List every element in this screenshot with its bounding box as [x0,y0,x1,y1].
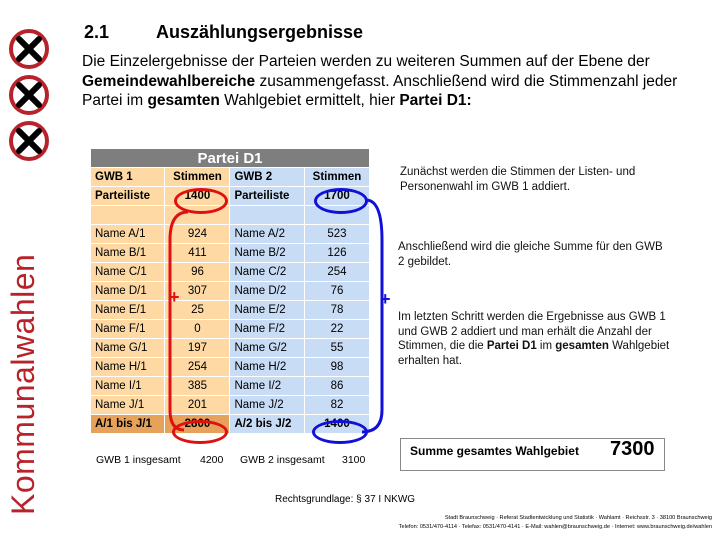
table-row [91,320,370,339]
candidate-votes-gwb1: 0 [165,320,230,339]
ballot-cross-icon [8,120,50,162]
note-bold: gesamten [555,340,609,352]
sidebar [0,0,62,540]
candidate-name-gwb2: Name J/2 [230,396,304,415]
table-row [91,301,370,320]
list-label: Parteiliste [91,187,165,206]
candidate-votes-gwb2: 126 [304,244,369,263]
ballot-cross-icon [8,74,50,116]
gwb1-list-highlight [174,188,228,214]
col-header: GWB 1 [91,168,165,187]
note-step-3 [398,310,688,368]
candidate-votes-gwb1: 197 [165,339,230,358]
table-header-row [91,168,370,187]
gwb1-total-label: GWB 1 insgesamt [96,454,181,466]
sum-value: 1400 [304,415,369,434]
intro-bold: gesamten [147,92,220,109]
intro-paragraph [82,52,702,111]
vertical-title: Kommunalwahlen [5,253,41,515]
footer-line-1: Stadt Braunschweig · Referat Stadtentwicklung und Statistik · Wahlamt · Reichsstr. 3 · 38100 Braunschweig [444,515,712,521]
note-bold: Partei D1 [486,340,537,352]
candidate-votes-gwb2: 98 [304,358,369,377]
candidate-votes-gwb2: 523 [304,225,369,244]
sum-value: 2800 [165,415,230,434]
intro-bold: Gemeindewahlbereiche [82,72,256,90]
plus-icon: + [169,287,180,307]
section-number: 2.1 [84,22,110,42]
gwb1-total-value: 4200 [200,454,224,466]
intro-text: Die Einzelergebnisse der Parteien werden zu weiteren Summen auf der Ebene der [82,53,650,70]
gwb2-sum-highlight [312,420,368,444]
gwb2-total-value: 3100 [342,454,366,466]
candidate-name-gwb1: Name F/1 [91,320,165,339]
candidate-name-gwb1: Name B/1 [91,244,165,263]
candidate-name-gwb2: Name G/2 [230,339,304,358]
candidate-name-gwb1: Name H/1 [91,358,165,377]
candidate-name-gwb1: Name E/1 [91,301,165,320]
table-row [91,358,370,377]
list-label: Parteiliste [230,187,304,206]
candidate-name-gwb2: Name A/2 [230,225,304,244]
section-heading [84,22,363,43]
candidate-votes-gwb2: 76 [304,282,369,301]
candidate-name-gwb2: Name E/2 [230,301,304,320]
table-row [91,377,370,396]
gwb1-sum-highlight [172,420,228,444]
note-text: Im letzten Schritt werden die Ergebnisse aus GWB 1 und GWB 2 addiert und man erhält die Anzahl der Stimmen, die die [398,311,666,352]
candidate-name-gwb1: Name I/1 [91,377,165,396]
list-value: 1700 [304,187,369,206]
candidate-votes-gwb1: 385 [165,377,230,396]
intro-text: zusammengefasst. Anschließend wird die Stimmenzahl jeder Partei im [82,72,678,109]
table-row [91,282,370,301]
candidate-name-gwb1: Name J/1 [91,396,165,415]
candidate-name-gwb2: Name H/2 [230,358,304,377]
summary-value: 7300 [610,438,655,460]
col-header: GWB 2 [230,168,304,187]
candidate-rows [91,225,370,415]
candidate-votes-gwb1: 411 [165,244,230,263]
table-row [91,339,370,358]
sum-label: A/1 bis J/1 [91,415,165,434]
sum-label: A/2 bis J/2 [230,415,304,434]
candidate-name-gwb1: Name A/1 [91,225,165,244]
table-title: Partei D1 [91,149,370,168]
candidate-votes-gwb2: 78 [304,301,369,320]
candidate-votes-gwb1: 96 [165,263,230,282]
candidate-votes-gwb2: 254 [304,263,369,282]
table-row [91,263,370,282]
legal-basis: Rechtsgrundlage: § 37 I NKWG [275,494,416,505]
candidate-name-gwb2: Name F/2 [230,320,304,339]
intro-bold: Partei D1: [399,92,472,109]
table-row [91,396,370,415]
candidate-votes-gwb2: 22 [304,320,369,339]
note-step-2: Anschließend wird die gleiche Summe für den GWB 2 gebildet. [398,241,663,268]
col-header: Stimmen [165,168,230,187]
candidate-name-gwb2: Name C/2 [230,263,304,282]
candidate-name-gwb1: Name D/1 [91,282,165,301]
candidate-votes-gwb1: 201 [165,396,230,415]
table-title-row [91,149,370,168]
list-value: 1400 [165,187,230,206]
gwb2-list-highlight [314,188,368,214]
section-title: Auszählungsergebnisse [156,22,364,42]
candidate-votes-gwb2: 86 [304,377,369,396]
note-text: Wahlgebiet erhalten hat. [398,340,670,367]
table-row [91,244,370,263]
candidate-votes-gwb2: 55 [304,339,369,358]
candidate-name-gwb2: Name D/2 [230,282,304,301]
candidate-votes-gwb1: 254 [165,358,230,377]
gwb2-total-label: GWB 2 insgesamt [240,454,325,466]
candidate-votes-gwb1: 924 [165,225,230,244]
candidate-name-gwb2: Name B/2 [230,244,304,263]
note-step-1: Zunächst werden die Stimmen der Listen- und Personenwahl im GWB 1 addiert. [400,166,636,193]
plus-icon: + [380,289,391,309]
footer-line-2: Telefon: 0531/470-4114 · Telefax: 0531/470-4141 · E-Mail: wahlen@braunschweig.de · Internet: www.braunschweig.de/wahlen [398,524,712,530]
candidate-name-gwb2: Name I/2 [230,377,304,396]
note-text: im [536,340,556,352]
table-row [91,225,370,244]
candidate-name-gwb1: Name C/1 [91,263,165,282]
ballot-cross-icon [8,28,50,70]
candidate-votes-gwb1: 25 [165,301,230,320]
candidate-votes-gwb2: 82 [304,396,369,415]
candidate-votes-gwb1: 307 [165,282,230,301]
summary-label: Summe gesamtes Wahlgebiet [410,444,579,458]
intro-text: Wahlgebiet ermittelt, hier [219,92,400,109]
candidate-name-gwb1: Name G/1 [91,339,165,358]
col-header: Stimmen [304,168,369,187]
